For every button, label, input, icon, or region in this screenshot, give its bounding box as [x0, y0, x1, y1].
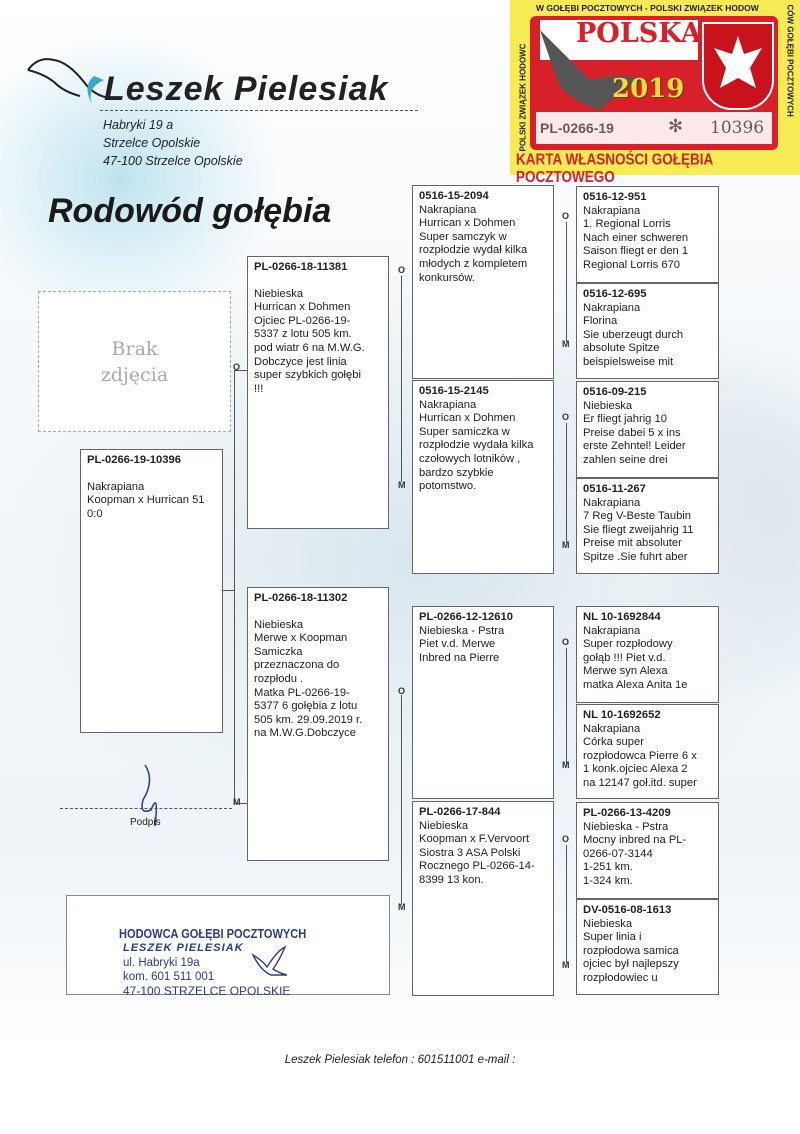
mother-label: M: [398, 480, 406, 490]
bird-description-line: Super samiczka w: [419, 425, 510, 438]
connector-line: [566, 845, 567, 963]
stamp-text: kom. 601 511 001: [123, 971, 215, 983]
father-label: O: [562, 211, 570, 221]
dove-logo-icon: [24, 52, 114, 112]
gen1-bird-box: [247, 256, 389, 529]
bird-description-line: Merwe x Koopman: [254, 632, 348, 645]
gen1-bird-box: [247, 587, 389, 861]
bird-description-line: 0266-07-3144: [583, 847, 653, 860]
card-year: 2019: [612, 74, 685, 104]
bird-description-line: potomstwo.: [419, 480, 477, 493]
bird-description-line: Nakrapiana: [583, 496, 641, 509]
breeder-address: [103, 116, 243, 170]
bird-description-line: super szybkich gołębi: [254, 369, 361, 382]
bird-description-line: Ojciec PL-0266-19-: [254, 314, 351, 327]
bird-description-line: Preise mit absoluter: [583, 537, 682, 550]
father-label: O: [562, 412, 570, 422]
bird-description-line: 1-324 km.: [583, 874, 633, 887]
page-title: Rodowód gołębia: [48, 192, 332, 230]
photo-placeholder: [38, 291, 231, 432]
bird-description-line: Hurrican x Dohmen: [419, 217, 516, 230]
bird-description-line: Mocny inbred na PL-: [583, 834, 687, 847]
ring-number: DV-0516-08-1613: [583, 904, 672, 916]
bird-description-line: 0:0: [87, 507, 103, 520]
mother-label: M: [398, 902, 406, 912]
gen2-bird-box: [412, 380, 554, 574]
card-ring-prefix: PL-0266-19: [540, 120, 614, 136]
bird-description-line: młodych z kompletem: [419, 257, 528, 270]
connector-line: [566, 648, 567, 764]
bird-description-line: Siostra 3 ASA Polski: [419, 846, 521, 859]
bird-description-line: 8399 13 kon.: [419, 873, 484, 886]
address-line: Habryki 19 a: [103, 118, 174, 132]
gen3-bird-box: [576, 606, 719, 703]
ring-number: 0516-15-2094: [419, 190, 489, 202]
connector-line: [566, 222, 567, 342]
bird-description-line: Niebieska - Pstra: [419, 624, 505, 637]
bird-description-line: Nakrapiana: [583, 301, 641, 314]
bird-description-line: rozpłodowiec u: [583, 971, 658, 984]
mother-label: M: [233, 797, 241, 807]
bird-description-line: rozpłodowa samica: [583, 944, 679, 957]
stamp-text: ul. Habryki 19a: [123, 957, 200, 969]
bird-description-line: Super rozpłodowy: [583, 638, 673, 651]
bird-description-line: Spitze .Sie fuhrt aber: [583, 550, 688, 563]
snowflake-icon: ✻: [668, 116, 684, 136]
ring-ownership-card: [510, 0, 800, 186]
ring-number: 0516-12-695: [583, 288, 647, 300]
bird-description-line: 1-251 km.: [583, 861, 633, 874]
bird-description-line: Er fliegt jahrig 10: [583, 413, 667, 426]
bird-description-line: 5377 6 gołębia z lotu: [254, 700, 358, 713]
bird-description-line: 1. Regional Lorris: [583, 218, 671, 231]
address-line: 47-100 Strzelce Opolskie: [103, 154, 243, 168]
ring-number: PL-0266-17-844: [419, 806, 501, 818]
gen2-bird-box: [412, 185, 554, 379]
signature-label: Podpis: [130, 817, 161, 828]
connector-line: [566, 423, 567, 543]
bird-description-line: Matka PL-0266-19-: [254, 686, 350, 699]
mother-label: M: [562, 540, 570, 550]
bird-description-line: absolute Spitze: [583, 342, 660, 355]
stamp-text: HODOWCA GOŁĘBI POCZTOWYCH: [119, 926, 307, 941]
gen3-bird-box: [576, 186, 719, 283]
bird-description-line: przeznaczona do: [254, 659, 340, 672]
gen3-bird-box: [576, 899, 719, 995]
bird-description-line: Samiczka: [254, 645, 303, 658]
father-label: O: [562, 637, 570, 647]
card-border-text: W GOŁĘBI POCZTOWYCH - POLSKI ZWIĄZEK HODOW: [536, 3, 759, 13]
bird-description-line: Sie uberzeugt durch: [583, 328, 684, 341]
bird-description-line: Nakrapiana: [419, 203, 477, 216]
bird-description-line: Nakrapiana: [583, 722, 641, 735]
ring-number: 0516-11-267: [583, 483, 646, 495]
bird-description-line: Nakrapiana: [87, 480, 145, 493]
ring-number: PL-0266-13-4209: [583, 807, 671, 819]
bird-description-line: Inbred na Pierre: [419, 651, 500, 664]
bird-description-line: rozpłodu .: [254, 672, 304, 685]
bird-description-line: 5337 z lotu 505 km.: [254, 328, 352, 341]
address-line: Strzelce Opolskie: [103, 136, 201, 150]
bird-description-line: Preise dabei 5 x ins: [583, 426, 681, 439]
bird-description-line: Piet v.d. Merwe: [419, 638, 496, 651]
card-country: POLSKA: [576, 18, 702, 49]
eagle-emblem-icon: [702, 22, 774, 110]
bird-description-line: Niebieska: [583, 399, 633, 412]
photo-placeholder-text: Brak: [111, 337, 158, 360]
bird-description-line: Regional Lorris 670: [583, 258, 681, 271]
bird-description-line: gołąb !!! Piet v.d.: [583, 651, 666, 664]
ring-number: 0516-15-2145: [419, 385, 489, 397]
bird-description-line: Florina: [583, 315, 618, 328]
bird-description-line: Niebieska: [254, 618, 304, 631]
father-label: O: [233, 362, 241, 372]
bird-description-line: 7 Reg V-Beste Taubin: [583, 510, 692, 523]
bird-description-line: Koopman x F.Vervoort: [419, 833, 530, 846]
connector-line: [222, 590, 234, 591]
bird-description-line: bardzo szybkie: [419, 466, 494, 479]
bird-description-line: Super samczyk w: [419, 230, 507, 243]
bird-description-line: zahlen seine drei: [583, 453, 668, 466]
ring-number: PL-0266-19-10396: [87, 454, 181, 466]
card-ring-number: 10396: [710, 118, 765, 138]
bird-description-line: Nakrapiana: [583, 624, 641, 637]
gen3-bird-box: [576, 478, 719, 574]
card-border-text: POLSKI ZWIĄZEK HODOWC: [518, 43, 528, 152]
gen3-bird-box: [576, 704, 719, 799]
dove-stamp-icon: [249, 941, 289, 979]
bird-description-line: !!!: [254, 382, 264, 395]
mother-label: M: [562, 760, 570, 770]
divider: [100, 110, 418, 111]
father-label: O: [398, 686, 406, 696]
bird-description-line: Niebieska - Pstra: [583, 820, 669, 833]
bird-description-line: Koopman x Hurrican 51: [87, 494, 205, 507]
bird-description-line: ojciec był najlepszy: [583, 958, 679, 971]
mother-label: M: [562, 960, 570, 970]
mother-label: M: [562, 339, 570, 349]
bird-description-line: na 12147 goł.itd. super: [583, 776, 697, 789]
footer-contact: Leszek Pielesiak telefon : 601511001 e-mail :: [284, 1054, 516, 1066]
ring-number: PL-0266-18-11302: [254, 592, 348, 604]
bird-description-line: czołowych lotników ,: [419, 452, 521, 465]
breeder-stamp: [66, 895, 390, 998]
bird-description-line: Saison fliegt er den 1: [583, 245, 689, 258]
gen2-bird-box: [412, 801, 554, 996]
bird-description-line: Super linia i: [583, 931, 642, 944]
stamp-text: LESZEK PIELESIAK: [123, 942, 244, 954]
bird-description-line: Nakrapiana: [583, 204, 641, 217]
bird-description-line: Sie fliegt zweijahrig 11: [583, 523, 694, 536]
ring-number: NL 10-1692844: [583, 611, 661, 623]
bird-description-line: rozpłodzie wydała kilka: [419, 439, 534, 452]
card-caption: KARTA WŁASNOŚCI GOŁĘBIA POCZTOWEGO: [516, 150, 713, 186]
bird-description-line: Hurrican x Dohmen: [254, 301, 351, 314]
bird-description-line: 1 konk.ojciec Alexa 2: [583, 763, 688, 776]
gen3-bird-box: [576, 802, 719, 899]
ring-number: 0516-09-215: [583, 386, 647, 398]
bird-description-line: beispielsweise mit: [583, 355, 674, 368]
bird-description-line: rozpłodzie wydał kilka: [419, 244, 528, 257]
stamp-text: 47-100 STRZELCE OPOLSKIE: [123, 984, 291, 998]
bird-description-line: Hurrican x Dohmen: [419, 412, 516, 425]
bird-description-line: Nakrapiana: [419, 398, 477, 411]
bird-description-line: Niebieska: [419, 819, 469, 832]
card-border-text: CÓW GOŁĘBI POCZTOWYCH: [785, 4, 795, 117]
bird-description-line: matka Alexa Anita 1e: [583, 678, 688, 691]
ring-number: PL-0266-18-11381: [254, 261, 348, 273]
bird-description-line: Niebieska: [254, 287, 304, 300]
bird-description-line: Nach einer schweren: [583, 231, 689, 244]
gen2-bird-box: [412, 606, 554, 799]
ring-number: 0516-12-951: [583, 191, 647, 203]
connector-line: [401, 276, 402, 482]
main-bird-box: [80, 449, 223, 733]
bird-description-line: Rocznego PL-0266-14-: [419, 860, 535, 873]
ring-number: PL-0266-12-12610: [419, 611, 513, 623]
bird-description-line: Dobczyce jest linia: [254, 355, 347, 368]
connector-line: [234, 370, 235, 803]
bird-description-line: Niebieska: [583, 917, 633, 930]
bird-description-line: na M.W.G.Dobczyce: [254, 727, 356, 740]
bird-description-line: Merwe syn Alexa: [583, 665, 668, 678]
photo-placeholder-text: zdjęcia: [100, 363, 169, 386]
bird-description-line: rozpłodowca Pierre 6 x: [583, 749, 697, 762]
bird-description-line: erste Zehntel! Leider: [583, 440, 686, 453]
father-label: O: [562, 834, 570, 844]
bird-description-line: pod wiatr 6 na M.W.G.: [254, 341, 365, 354]
connector-line: [401, 695, 402, 905]
ring-number: NL 10-1692652: [583, 709, 661, 721]
gen3-bird-box: [576, 381, 719, 478]
bird-description-line: konkursów.: [419, 271, 475, 284]
father-label: O: [398, 265, 406, 275]
breeder-name: Leszek Pielesiak: [104, 70, 389, 108]
gen3-bird-box: [576, 283, 719, 379]
bird-description-line: 505 km. 29.09.2019 r.: [254, 713, 363, 726]
bird-description-line: Córka super: [583, 736, 644, 749]
